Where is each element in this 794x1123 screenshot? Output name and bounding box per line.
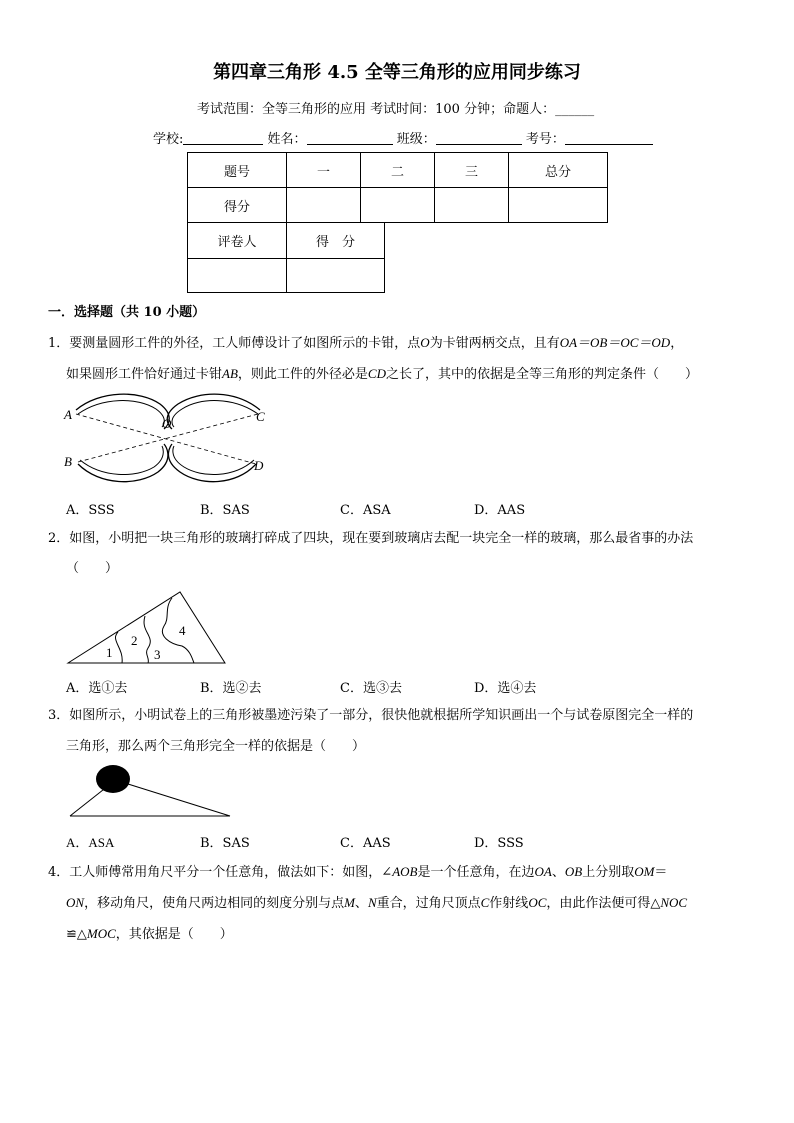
- question-number: 4．: [48, 865, 70, 880]
- math-var: C: [480, 895, 490, 910]
- class-field[interactable]: [436, 130, 522, 145]
- piece-label-2: 2: [131, 633, 138, 648]
- question-1-line-2: [66, 358, 698, 390]
- question-text: 为卡钳两柄交点，且有: [429, 336, 560, 351]
- name-label: 姓名：: [267, 132, 307, 147]
- score-header: 总分: [509, 153, 608, 188]
- school-field[interactable]: [183, 130, 263, 145]
- class-label: 班级：: [396, 132, 436, 147]
- question-text: ，则此工件的外径必是: [237, 367, 368, 382]
- question-text: 要测量圆形工件的外径，工人师傅设计了如图所示的卡钳，点: [69, 336, 421, 351]
- point-label-o: O: [162, 416, 172, 431]
- math-var: OC: [528, 895, 547, 910]
- exam-subtitle: 考试范围：全等三角形的应用 考试时间：100 分钟；命题人：______: [197, 102, 595, 117]
- question-number: 1．: [48, 336, 70, 351]
- question-text: 之长了，其中的依据是全等三角形的判定条件（ ）: [385, 367, 698, 382]
- point-label-a: A: [64, 407, 72, 422]
- point-label-c: C: [256, 409, 265, 424]
- q3-option-d[interactable]: D．SSS: [474, 836, 524, 851]
- question-text: ≌△: [66, 927, 87, 942]
- math-expr: OA＝OB＝OC＝OD: [559, 335, 671, 350]
- score-table: [187, 152, 608, 223]
- score-header: 一: [287, 153, 361, 188]
- question-4-line-2: [66, 887, 687, 919]
- question-text: ＝: [654, 865, 668, 880]
- q2-option-a[interactable]: A．选①去: [66, 681, 128, 696]
- broken-glass-figure: [60, 588, 235, 668]
- question-text: 工人师傅常用角尺平分一个任意角，做法如下：如图，∠: [69, 865, 393, 880]
- question-text: 如图，小明把一块三角形的玻璃打碎成了四块，现在要到玻璃店去配一块完全一样的玻璃，那么最省事的办法: [69, 531, 694, 546]
- q1-option-a[interactable]: A．SSS: [66, 503, 115, 518]
- question-3-line-2: 三角形，那么两个三角形完全一样的依据是（ ）: [66, 739, 366, 754]
- score-header: 题号: [188, 153, 287, 188]
- question-text: ，移动角尺，使角尺两边相同的刻度分别与点: [84, 896, 345, 911]
- grader-score-cell[interactable]: [287, 259, 385, 293]
- math-var: O: [420, 335, 430, 350]
- score-header: 三: [435, 153, 509, 188]
- math-var: AB: [222, 366, 238, 381]
- score-row-label: 得分: [188, 188, 287, 223]
- grader-score-label: 得 分: [287, 223, 385, 259]
- q3-option-c[interactable]: C．AAS: [340, 836, 391, 851]
- math-var: AOB: [392, 864, 418, 879]
- score-cell[interactable]: [287, 188, 361, 223]
- question-number: 3．: [48, 708, 70, 723]
- q2-option-b[interactable]: B．选②去: [200, 681, 262, 696]
- question-number: 2．: [48, 531, 70, 546]
- piece-label-1: 1: [106, 645, 113, 660]
- score-header: 二: [361, 153, 435, 188]
- math-var: CD: [367, 366, 386, 381]
- ink-triangle-figure: [60, 762, 240, 822]
- number-label: 考号：: [525, 132, 565, 147]
- q3-option-b[interactable]: B．SAS: [200, 836, 250, 851]
- piece-label-4: 4: [179, 623, 186, 638]
- caliper-figure: [60, 392, 280, 492]
- point-label-d: D: [254, 458, 264, 473]
- math-var: MOC: [86, 926, 116, 941]
- question-text: 如图所示，小明试卷上的三角形被墨迹污染了一部分，很快他就根据所学知识画出一个与试卷原图完全一样的: [69, 708, 694, 723]
- section-title: 一．选择题（共 10 小题）: [48, 305, 206, 320]
- question-text: 作射线: [489, 896, 529, 911]
- score-cell[interactable]: [509, 188, 608, 223]
- question-text: 上分别取: [582, 865, 635, 880]
- school-label: 学校:: [153, 132, 184, 147]
- grader-label: 评卷人: [188, 223, 287, 259]
- question-text: 、: [354, 896, 368, 911]
- question-text: 重合，过角尺顶点: [376, 896, 481, 911]
- question-text: 、: [551, 865, 565, 880]
- question-2-line-2: （ ）: [66, 561, 119, 576]
- question-2-line-1: [48, 523, 693, 554]
- ink-blot: [96, 765, 130, 793]
- question-text: 如果圆形工件恰好通过卡钳: [66, 367, 223, 382]
- math-var: ON: [66, 895, 85, 910]
- math-var: M: [344, 895, 355, 910]
- math-var: N: [367, 895, 377, 910]
- math-var: NOC: [660, 895, 688, 910]
- question-4-line-1: [48, 856, 667, 888]
- q1-option-b[interactable]: B．SAS: [200, 503, 250, 518]
- question-4-line-3: [66, 918, 233, 950]
- score-cell[interactable]: [361, 188, 435, 223]
- question-text: ，其依据是（ ）: [115, 927, 233, 942]
- q2-option-d[interactable]: D．选④去: [474, 681, 537, 696]
- piece-label-3: 3: [154, 647, 161, 662]
- student-info-line: [153, 128, 653, 147]
- question-text: ，由此作法便可得△: [546, 896, 661, 911]
- math-var: OB: [564, 864, 583, 879]
- name-field[interactable]: [307, 130, 393, 145]
- page-title: 第四章三角形 4.5 全等三角形的应用同步练习: [213, 62, 581, 83]
- q1-option-c[interactable]: C．ASA: [340, 503, 391, 518]
- question-3-line-1: [48, 700, 693, 731]
- q2-option-c[interactable]: C．选③去: [340, 681, 402, 696]
- q3-option-a[interactable]: A．ASA: [66, 835, 115, 850]
- question-text: 是一个任意角，在边: [417, 865, 535, 880]
- question-text: ，: [670, 336, 684, 351]
- number-field[interactable]: [565, 130, 653, 145]
- score-cell[interactable]: [435, 188, 509, 223]
- grader-table: [187, 222, 385, 293]
- question-1-line-1: [48, 327, 683, 359]
- grader-cell[interactable]: [188, 259, 287, 293]
- point-label-b: B: [64, 454, 72, 469]
- math-var: OA: [534, 864, 552, 879]
- math-var: OM: [634, 864, 655, 879]
- q1-option-d[interactable]: D．AAS: [474, 503, 526, 518]
